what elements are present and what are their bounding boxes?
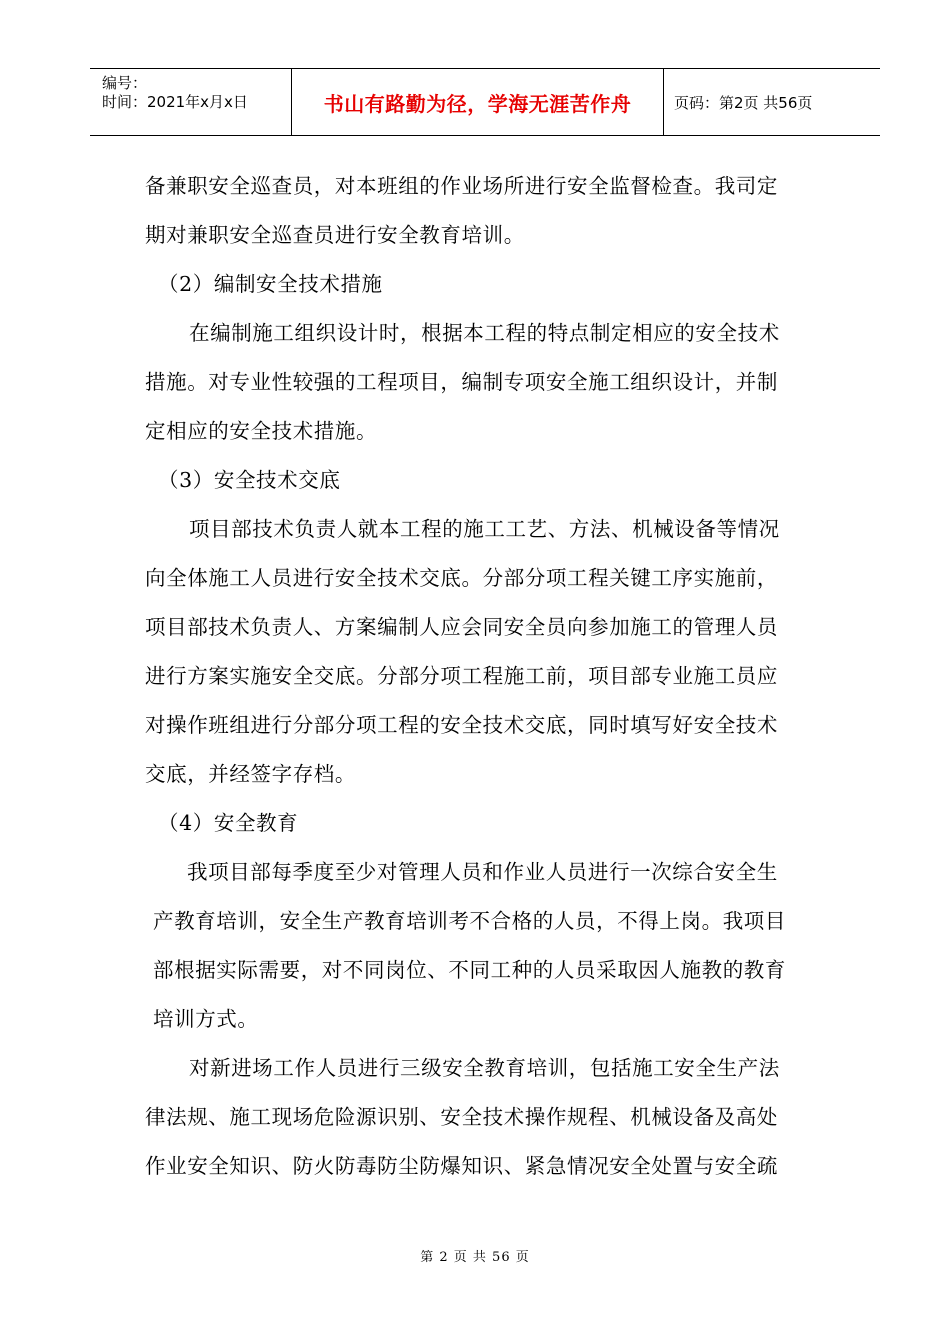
text-line: 备兼职安全巡查员，对本班组的作业场所进行安全监督检查。我司定: [145, 174, 778, 198]
section-heading-4: [158, 799, 843, 848]
text-line: 交底，并经签字存档。: [145, 762, 356, 786]
text-line: 产教育培训，安全生产教育培训考不合格的人员，不得上岗。我项目: [153, 909, 786, 933]
heading-text: （3）安全技术交底: [158, 468, 341, 492]
text-line: 定相应的安全技术措施。: [145, 419, 378, 443]
header-meta: [90, 69, 292, 135]
text-line: 对新进场工作人员进行三级安全教育培训，包括施工安全生产法: [189, 1056, 780, 1080]
page-footer: 第 2 页 共 56 页: [420, 1250, 530, 1265]
text-line: 措施。对专业性较强的工程项目，编制专项安全施工组织设计，并制: [145, 370, 778, 394]
paragraph-safety-measures: [145, 309, 830, 456]
text-line: 我项目部每季度至少对管理人员和作业人员进行一次综合安全生: [187, 860, 778, 884]
text-line: 在编制施工组织设计时，根据本工程的特点制定相应的安全技术: [189, 321, 780, 345]
section-heading-2: [158, 260, 843, 309]
header-page-info: 页码：第2页 共56页: [674, 93, 813, 112]
text-line: 作业安全知识、防火防毒防尘防爆知识、紧急情况安全处置与安全疏: [145, 1154, 778, 1178]
text-line: 项目部技术负责人就本工程的施工工艺、方法、机械设备等情况: [189, 517, 780, 541]
heading-text: （2）编制安全技术措施: [158, 272, 383, 296]
text-line: 进行方案实施安全交底。分部分项工程施工前，项目部专业施工员应: [145, 664, 778, 688]
document-number-label: 编号：: [102, 74, 148, 92]
paragraph-technical-briefing: [145, 505, 830, 799]
paragraph-continuation: [145, 162, 830, 260]
section-heading-3: [158, 456, 843, 505]
text-line: 对操作班组进行分部分项工程的安全技术交底，同时填写好安全技术: [145, 713, 778, 737]
text-line: 期对兼职安全巡查员进行安全教育培训。: [145, 223, 525, 247]
document-time-label: 时间：2021年x月x日: [102, 93, 248, 111]
header-motto: [292, 69, 664, 135]
page-header: [90, 68, 880, 136]
text-line: 向全体施工人员进行安全技术交底。分部分项工程关键工序实施前，: [145, 566, 778, 590]
text-line: 律法规、施工现场危险源识别、安全技术操作规程、机械设备及高处: [145, 1105, 778, 1129]
motto-text: 书山有路勤为径，学海无涯苦作舟: [323, 91, 632, 116]
text-line: 项目部技术负责人、方案编制人应会同安全员向参加施工的管理人员: [145, 615, 778, 639]
text-line: 培训方式。: [153, 1007, 259, 1031]
heading-text: （4）安全教育: [158, 811, 299, 835]
text-line: 部根据实际需要，对不同岗位、不同工种的人员采取因人施教的教育: [153, 958, 786, 982]
paragraph-three-level-training: [145, 1044, 830, 1191]
paragraph-safety-education: [153, 848, 838, 1044]
